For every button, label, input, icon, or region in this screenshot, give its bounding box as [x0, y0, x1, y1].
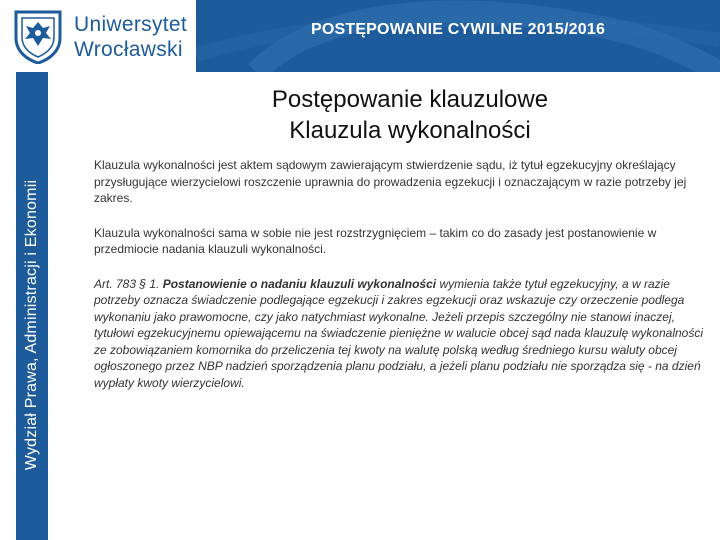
- paragraph-article-783: [94, 276, 704, 392]
- slide-content: [94, 157, 704, 409]
- paragraph-nature: Klauzula wykonalności sama w sobie nie jest rozstrzygnięciem – takim co do zasady jest postanowienie w przedmiocie nadania klauzuli wykonalności.: [94, 225, 657, 256]
- university-logo: [10, 8, 195, 64]
- logo-line-1: Uniwersytet: [74, 13, 187, 36]
- article-body: wymienia także tytuł egzekucyjny, a w razie potrzeby oznacza świadczenie podlegające egzekucji i zakres egzekucji oraz wskazuje czy orzeczenie podlega wykonaniu jako prawomocne, czy jako natychmiast wykonalne. Jeżeli przepis szczególny nie stanowi inaczej, tytułowi egzekucyjnemu opiewającemu na świadczenie pieniężne w walucie obcej sąd nada klauzulę wykonalności ze zobowiązaniem komornika do przeliczenia tej kwoty na walutę polską według średniego kursu waluty obcej ogłoszonego przez NBP nadzień sporządzenia planu podziału, a jeżeli planu podziału nie sporządza się - na dzień wypłaty kwoty wierzycielowi.: [94, 276, 704, 390]
- slide-title-line-2: Klauzula wykonalności: [289, 117, 531, 144]
- article-prefix: Art. 783 § 1.: [94, 276, 163, 291]
- university-crest-icon: [10, 8, 66, 64]
- slide-title: [160, 84, 660, 146]
- paragraph-definition: Klauzula wykonalności jest aktem sądowym zawierającym stwierdzenie sądu, iż tytuł egzekucyjny określający przysługujące wierzycielowi roszczenie uprawnia do prowadzenia egzekucji i oznaczającym w razie potrzeby jej zakres.: [94, 158, 687, 205]
- faculty-name: Wydział Prawa, Administracji i Ekonomii: [23, 179, 40, 471]
- slide-title-line-1: Postępowanie klauzulowe: [271, 86, 549, 113]
- header-banner: [196, 0, 720, 72]
- logo-line-2: Wrocławski: [74, 38, 183, 61]
- article-bold-text: Postanowienie o nadaniu klauzuli wykonalności: [162, 276, 437, 291]
- header-title: POSTĘPOWANIE CYWILNE 2015/2016: [310, 21, 606, 38]
